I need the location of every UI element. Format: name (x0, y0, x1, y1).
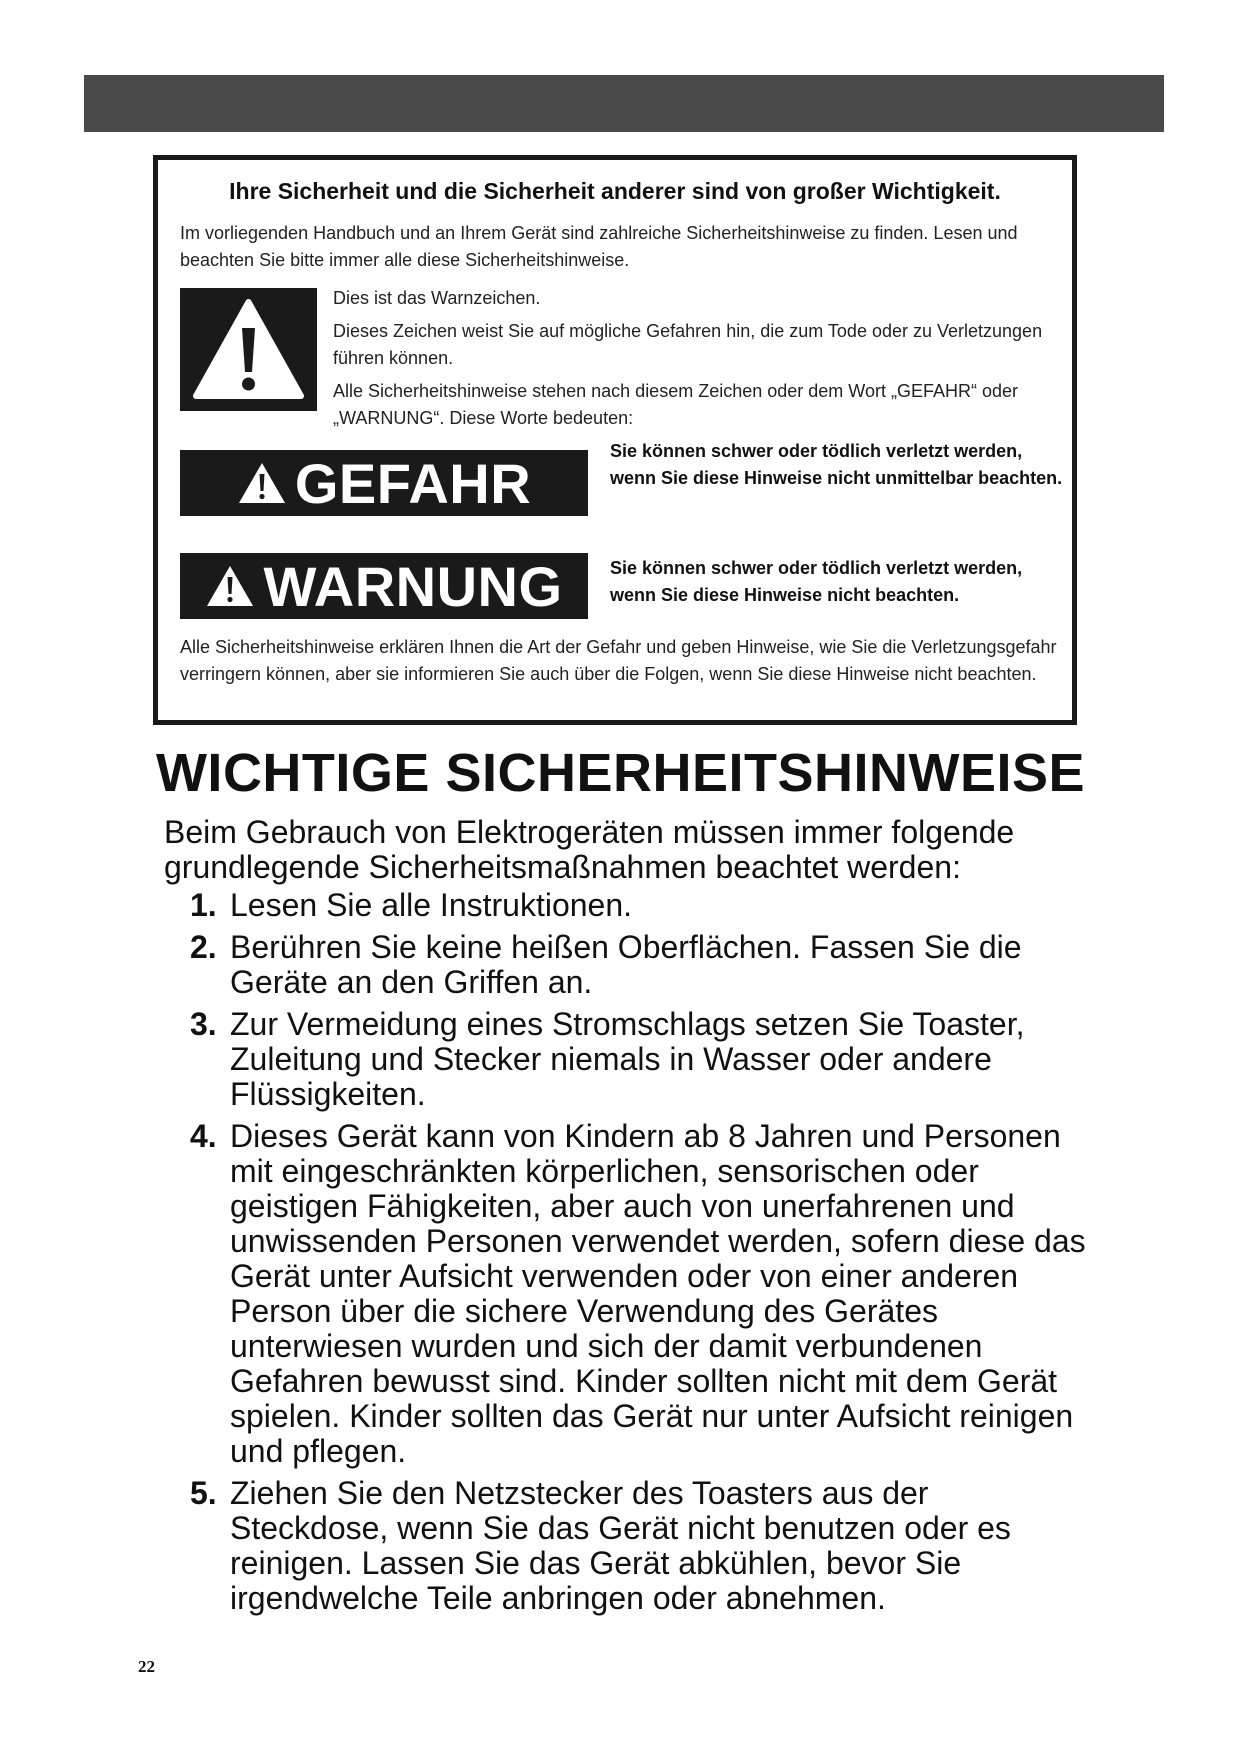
list-item (190, 1119, 1090, 1469)
list-item (190, 888, 1090, 923)
list-item (190, 1476, 1090, 1616)
symbol-line-3: Alle Sicherheitshinweise stehen nach diesem Zeichen oder dem Wort „GEFAHR“ oder „WARNUNG“. Diese Worte bedeuten: (333, 381, 1018, 428)
instructions-intro: Beim Gebrauch von Elektrogeräten müssen immer folgende grundlegende Sicherheitsmaßnahmen beachtet werden: (164, 814, 1015, 885)
item-number: 1. (190, 887, 217, 923)
symbol-line-2: Dieses Zeichen weist Sie auf mögliche Gefahren hin, die zum Tode oder zu Verletzungen führen können. (333, 321, 1043, 368)
warnung-word: WARNUNG (263, 554, 563, 618)
warnung-description: Sie können schwer oder tödlich verletzt werden, wenn Sie diese Hinweise nicht beachten. (610, 558, 1023, 605)
item-text: Lesen Sie alle Instruktionen. (230, 887, 633, 923)
warning-symbol-explanation (333, 285, 1068, 438)
warning-triangle-icon (180, 288, 317, 411)
item-text: Zur Vermeidung eines Stromschlags setzen Sie Toaster, Zuleitung und Stecker niemals in Wasser oder andere Flüssigkeiten. (230, 1006, 1025, 1112)
item-text: Dieses Gerät kann von Kindern ab 8 Jahren und Personen mit eingeschränkten körperlichen, sensorischen oder geistigen Fähigkeiten, aber auch von unerfahrenen und unwissenden Personen verwendet werden, sofern diese das Gerät unter Aufsicht verwenden oder von einer anderen Person über die sichere Verwendung des Gerätes unterwiesen wurden und sich der damit verbundenen Gefahren bewusst sind. Kinder sollten nicht mit dem Gerät spielen. Kinder sollten das Gerät nur unter Aufsicht reinigen und pflegen. (230, 1118, 1086, 1469)
page-title: WICHTIGE SICHERHEITSHINWEISE (155, 743, 1086, 803)
header-bar (84, 75, 1164, 132)
item-number: 4. (190, 1118, 217, 1154)
alert-triangle-icon (205, 563, 255, 609)
warnung-signal-label (180, 553, 588, 619)
gefahr-word: GEFAHR (294, 451, 532, 515)
list-item (190, 930, 1090, 1000)
safety-box-intro: Im vorliegenden Handbuch und an Ihrem Gerät sind zahlreiche Sicherheitshinweise zu finden. Lesen und beachten Sie bitte immer alle diese Sicherheitshinweise. (180, 223, 1018, 270)
item-number: 5. (190, 1475, 217, 1511)
safety-notice-box (153, 155, 1077, 725)
item-number: 3. (190, 1006, 217, 1042)
gefahr-description: Sie können schwer oder tödlich verletzt werden, wenn Sie diese Hinweise nicht unmittelbar beachten. (610, 441, 1063, 488)
list-item (190, 1007, 1090, 1112)
safety-box-heading: Ihre Sicherheit und die Sicherheit anderer sind von großer Wichtigkeit. (229, 178, 1001, 204)
item-text: Berühren Sie keine heißen Oberflächen. Fassen Sie die Geräte an den Griffen an. (230, 929, 1022, 1000)
instruction-list (190, 888, 1090, 1623)
item-number: 2. (190, 929, 217, 965)
item-text: Ziehen Sie den Netzstecker des Toasters aus der Steckdose, wenn Sie das Gerät nicht benutzen oder es reinigen. Lassen Sie das Gerät abkühlen, bevor Sie irgendwelche Teile anbringen oder abnehmen. (230, 1475, 1011, 1616)
page-number: 22 (138, 1657, 155, 1676)
alert-triangle-icon (237, 460, 287, 506)
symbol-line-1: Dies ist das Warnzeichen. (333, 288, 541, 308)
safety-box-footer: Alle Sicherheitshinweise erklären Ihnen die Art der Gefahr und geben Hinweise, wie Sie die Verletzungsgefahr verringern können, aber sie informieren Sie auch über die Folgen, wenn Sie diese Hinweise nicht beachten. (180, 637, 1057, 684)
gefahr-signal-label (180, 450, 588, 516)
